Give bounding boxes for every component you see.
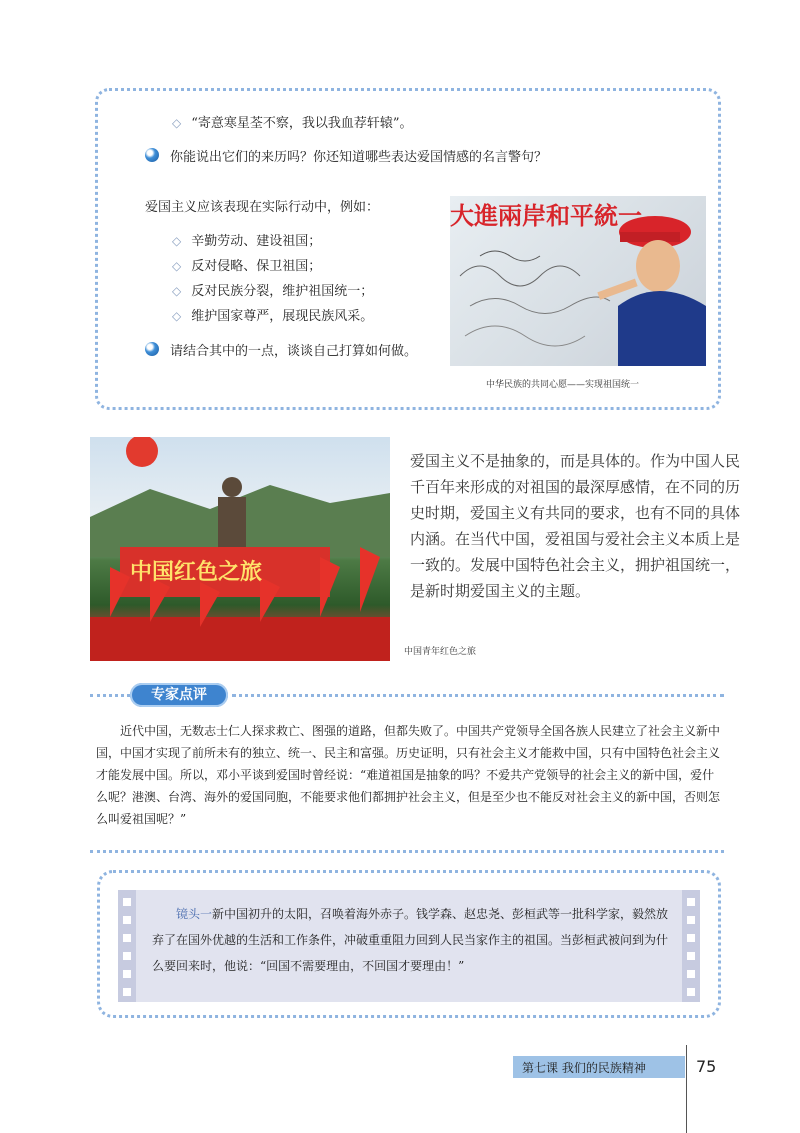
footer-rule [686, 1045, 687, 1133]
photo-caption: 中华民族的共同心愿——实现祖国统一 [486, 380, 640, 390]
expert-review-text: 近代中国，无数志士仁人探求救亡、图强的道路，但都失败了。中国共产党领导全国各族人民建立了社会主义新中国，中国才实现了前所未有的独立、统一、民主和富强。历史证明，只有社会主义才能救中国，只有中国特色社会主义才能发展中国。所以，邓小平谈到爱国时曾经说：“难道祖国是抽象的吗？不爱共产党领导的社会主义的新中国，爱什么呢？港澳、台湾、海外的爱国同胞，不能要求他们都拥护社会主义，但是至少也不能反对社会主义的新中国，否则怎么叫爱祖国呢？” [96, 724, 721, 826]
diamond-icon: ◇ [172, 309, 182, 323]
page-number: 75 [696, 1057, 717, 1076]
lesson-title: 第七课 我们的民族精神 [522, 1061, 646, 1075]
diamond-icon: ◇ [172, 284, 182, 298]
list-item: ◇ 维护国家尊严，展现民族风采。 [172, 309, 374, 324]
photo-caption: 中国青年红色之旅 [404, 647, 477, 657]
divider [90, 694, 130, 697]
question-1: 你能说出它们的来历吗？你还知道哪些表达爱国情感的名言警句？ [170, 150, 548, 165]
story-label: 镜头一 [176, 907, 213, 921]
question-2: 请结合其中的一点，谈谈自己打算如何做。 [170, 344, 418, 359]
story-box [97, 870, 721, 1018]
quote-line: ◇ “寄意寒星荃不察，我以我血荐轩辕”。 [172, 116, 413, 131]
photo-reunification [450, 196, 706, 366]
intro-text: 爱国主义应该表现在实际行动中，例如： [145, 200, 380, 215]
photo-banner-text: 中国红色之旅 [130, 560, 263, 585]
diamond-icon: ◇ [172, 259, 182, 273]
expert-review-label: 专家点评 [130, 683, 228, 707]
body-paragraph: 爱国主义不是抽象的，而是具体的。作为中国人民千百年来形成的对祖国的最深厚感情，在不同的历史时期，爱国主义有共同的要求，也有不同的具体内涵。在当代中国，爱祖国与爱社会主义本质上是一致的。发展中国特色社会主义，拥护祖国统一，是新时期爱国主义的主题。 [410, 452, 741, 600]
divider [232, 694, 724, 697]
question-bullet-icon [145, 148, 159, 162]
story-text: 镜头一新中国初升的太阳，召唤着海外赤子。钱学森、赵忠尧、彭桓武等一批科学家，毅然放弃了在国外优越的生活和工作条件，冲破重重阻力回到人民当家作主的祖国。当彭桓武被问到为什么要回来时，他说：“回国不需要理由，不回国才要理由！” [152, 907, 669, 973]
diamond-icon: ◇ [172, 116, 182, 130]
photo-red-tour [90, 437, 390, 661]
photo-red-tour-art [90, 437, 390, 661]
list-item: ◇ 反对侵略、保卫祖国； [172, 259, 322, 274]
list-item: ◇ 反对民族分裂，维护祖国统一； [172, 284, 374, 299]
diamond-icon: ◇ [172, 234, 182, 248]
question-bullet-icon [145, 342, 159, 356]
list-item: ◇ 辛勤劳动、建设祖国； [172, 234, 322, 249]
film-sprocket [118, 890, 136, 1002]
film-sprocket [682, 890, 700, 1002]
divider [90, 850, 724, 853]
photo-banner-text: 大進兩岸和平統一 [450, 202, 642, 230]
